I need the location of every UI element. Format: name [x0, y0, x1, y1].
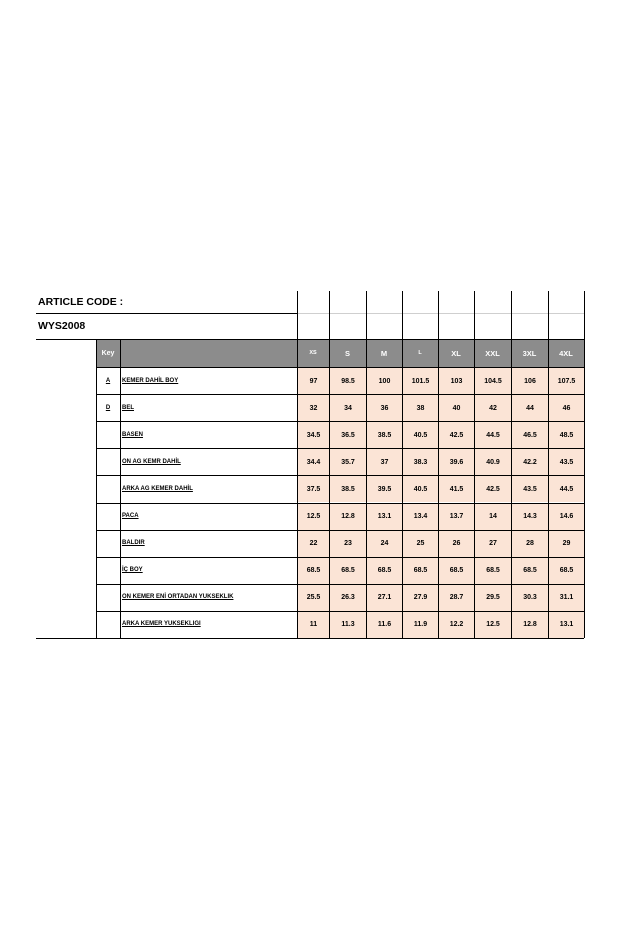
- size-value-cell: 27: [475, 531, 511, 557]
- size-value-cell: 42: [475, 395, 511, 421]
- grid-col-size: [584, 291, 585, 638]
- size-value-cell: 13.1: [549, 612, 584, 638]
- size-value-cell: 34.4: [298, 449, 329, 475]
- key-cell: [96, 475, 120, 502]
- size-value-cell: 26: [439, 531, 474, 557]
- size-header-s: S: [329, 339, 366, 367]
- size-value-cell: 44.5: [475, 422, 511, 448]
- size-value-cell: 68.5: [475, 558, 511, 584]
- measurement-name: ON AG KEMR DAHİL: [122, 458, 181, 465]
- size-value-cell: 44.5: [549, 476, 584, 502]
- size-value-cell: 12.5: [298, 504, 329, 530]
- size-value-cell: 31.1: [549, 585, 584, 611]
- size-value-cell: 38.3: [403, 449, 438, 475]
- size-value-cell: 32: [298, 395, 329, 421]
- measurement-name: BASEN: [122, 431, 144, 438]
- size-header-xs: XS: [297, 339, 329, 367]
- size-value-cell: 107.5: [549, 368, 584, 394]
- size-value-cell: 29.5: [475, 585, 511, 611]
- grid-rule-title-bottom: [36, 339, 96, 340]
- size-value-cell: 30.3: [512, 585, 548, 611]
- size-value-cell: 24: [367, 531, 402, 557]
- size-value-cell: 38.5: [367, 422, 402, 448]
- size-value-cell: 12.8: [512, 612, 548, 638]
- size-header-m: M: [366, 339, 402, 367]
- size-value-cell: 40.5: [403, 422, 438, 448]
- grid-rule-right-title: [297, 313, 584, 314]
- size-value-cell: 40: [439, 395, 474, 421]
- size-value-cell: 34: [330, 395, 366, 421]
- size-value-cell: 14: [475, 504, 511, 530]
- size-value-cell: 41.5: [439, 476, 474, 502]
- size-value-cell: 101.5: [403, 368, 438, 394]
- size-value-cell: 14.6: [549, 504, 584, 530]
- size-value-cell: 68.5: [512, 558, 548, 584]
- article-code-label: ARTICLE CODE :: [38, 296, 124, 308]
- size-value-cell: 68.5: [298, 558, 329, 584]
- size-header-4xl: 4XL: [548, 339, 584, 367]
- key-cell: [96, 530, 120, 557]
- key-cell: [96, 503, 120, 530]
- key-cell: [96, 611, 120, 638]
- measurement-name: ON KEMER ENİ ORTADAN YUKSEKLIK: [122, 594, 234, 601]
- size-value-cell: 97: [298, 368, 329, 394]
- size-value-cell: 42.5: [439, 422, 474, 448]
- grid-col-size: [438, 291, 439, 638]
- measurement-name: BALDIR: [122, 540, 145, 547]
- key-cell: A: [105, 377, 111, 384]
- size-value-cell: 27.9: [403, 585, 438, 611]
- size-value-cell: 48.5: [549, 422, 584, 448]
- size-value-cell: 40.5: [403, 476, 438, 502]
- size-value-cell: 34.5: [298, 422, 329, 448]
- article-code-value: WYS2008: [38, 320, 86, 332]
- grid-col-size: [329, 291, 330, 638]
- size-value-cell: 14.3: [512, 504, 548, 530]
- size-value-cell: 40.9: [475, 449, 511, 475]
- grid-col-size: [511, 291, 512, 638]
- grid-col-size: [474, 291, 475, 638]
- size-header-xxl: XXL: [474, 339, 511, 367]
- size-value-cell: 11.3: [330, 612, 366, 638]
- key-cell: [96, 557, 120, 584]
- measurement-name: BEL: [122, 404, 134, 411]
- size-value-cell: 25.5: [298, 585, 329, 611]
- size-value-cell: 68.5: [439, 558, 474, 584]
- grid-col-key-left: [96, 339, 97, 638]
- size-value-cell: 38.5: [330, 476, 366, 502]
- size-value-cell: 103: [439, 368, 474, 394]
- size-value-cell: 38: [403, 395, 438, 421]
- size-value-cell: 46: [549, 395, 584, 421]
- size-value-cell: 106: [512, 368, 548, 394]
- size-value-cell: 42.2: [512, 449, 548, 475]
- size-value-cell: 36.5: [330, 422, 366, 448]
- grid-rule-top-title: [36, 313, 299, 314]
- key-column-header: Key: [96, 339, 120, 367]
- key-cell: [96, 421, 120, 448]
- size-value-cell: 42.5: [475, 476, 511, 502]
- size-value-cell: 68.5: [403, 558, 438, 584]
- grid-col-size: [366, 291, 367, 638]
- size-value-cell: 12.5: [475, 612, 511, 638]
- size-value-cell: 26.3: [330, 585, 366, 611]
- size-value-cell: 27.1: [367, 585, 402, 611]
- size-value-cell: 104.5: [475, 368, 511, 394]
- size-value-cell: 100: [367, 368, 402, 394]
- size-value-cell: 36: [367, 395, 402, 421]
- grid-row-line: [96, 638, 584, 639]
- size-value-cell: 25: [403, 531, 438, 557]
- measurement-name: İÇ BOY: [122, 567, 143, 574]
- size-value-cell: 13.4: [403, 504, 438, 530]
- size-value-cell: 22: [298, 531, 329, 557]
- size-value-cell: 39.5: [367, 476, 402, 502]
- measurement-name: ARKA KEMER YUKSEKLIGI: [122, 621, 201, 628]
- size-value-cell: 12.2: [439, 612, 474, 638]
- size-value-cell: 13.1: [367, 504, 402, 530]
- size-value-cell: 68.5: [367, 558, 402, 584]
- grid-rule-bottom-left: [36, 638, 96, 639]
- grid-col-size: [297, 291, 298, 638]
- size-value-cell: 46.5: [512, 422, 548, 448]
- grid-col-key-right: [120, 339, 121, 638]
- size-value-cell: 68.5: [330, 558, 366, 584]
- measurement-name: PACA: [122, 513, 139, 520]
- size-value-cell: 23: [330, 531, 366, 557]
- size-value-cell: 39.6: [439, 449, 474, 475]
- measurement-column-header: [120, 339, 297, 367]
- size-value-cell: 11: [298, 612, 329, 638]
- key-cell: [96, 448, 120, 475]
- size-value-cell: 35.7: [330, 449, 366, 475]
- size-value-cell: 28: [512, 531, 548, 557]
- size-value-cell: 68.5: [549, 558, 584, 584]
- size-value-cell: 12.8: [330, 504, 366, 530]
- size-header-3xl: 3XL: [511, 339, 548, 367]
- size-value-cell: 37: [367, 449, 402, 475]
- grid-col-size: [548, 291, 549, 638]
- size-value-cell: 11.6: [367, 612, 402, 638]
- size-value-cell: 43.5: [512, 476, 548, 502]
- key-cell: [96, 584, 120, 611]
- size-value-cell: 13.7: [439, 504, 474, 530]
- measurement-name: ARKA AG KEMER DAHİL: [122, 485, 193, 492]
- size-value-cell: 28.7: [439, 585, 474, 611]
- key-cell: D: [105, 404, 111, 411]
- size-value-cell: 29: [549, 531, 584, 557]
- size-header-l: L: [402, 339, 438, 367]
- size-header-xl: XL: [438, 339, 474, 367]
- size-value-cell: 98.5: [330, 368, 366, 394]
- grid-col-size: [402, 291, 403, 638]
- size-value-cell: 11.9: [403, 612, 438, 638]
- size-value-cell: 37.5: [298, 476, 329, 502]
- size-value-cell: 44: [512, 395, 548, 421]
- size-value-cell: 43.5: [549, 449, 584, 475]
- measurement-name: KEMER DAHİL BOY: [122, 377, 179, 384]
